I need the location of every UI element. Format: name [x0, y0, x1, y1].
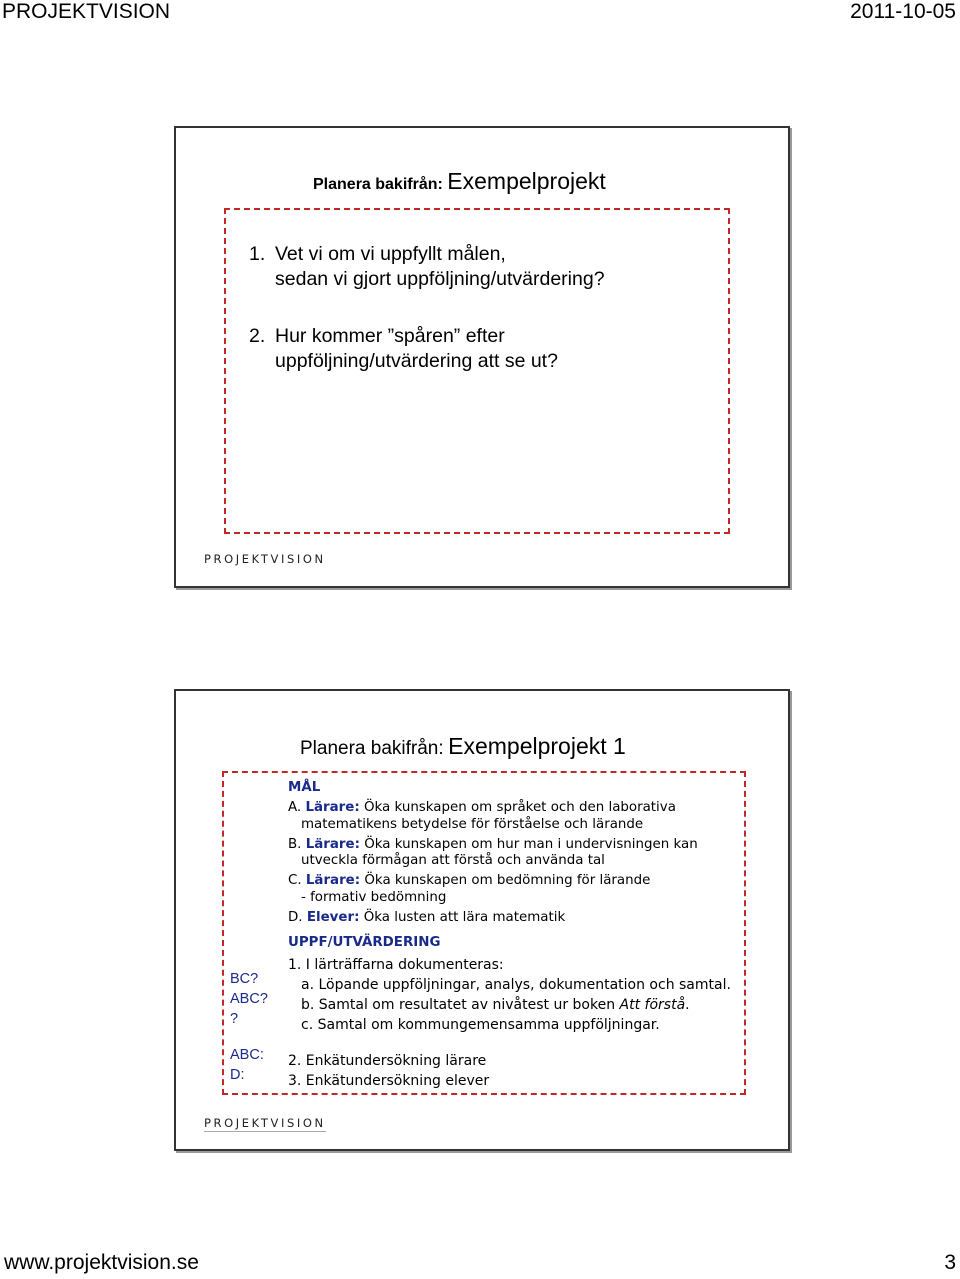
slide-2-body	[288, 780, 748, 1091]
goal-d	[288, 910, 748, 927]
goal-a-role: Lärare:	[305, 800, 360, 815]
uppf-list	[288, 955, 748, 1091]
uppf-item-c: c. Samtal om kommungemensamma uppföljningar.	[301, 1016, 660, 1033]
slide-1-title	[313, 168, 606, 195]
question-1	[249, 242, 605, 292]
goal-a-prefix: A.	[288, 800, 302, 815]
question-2-line-1: Hur kommer ”spåren” efter	[275, 325, 505, 347]
goal-a	[288, 800, 748, 833]
goal-d-text: Öka lusten att lära matematik	[363, 909, 566, 925]
slide-1-title-big: Exempelprojekt	[447, 168, 606, 194]
goal-d-prefix: D.	[288, 909, 303, 925]
uppf-item-b-book: Att förstå	[619, 996, 686, 1013]
goal-a-cont: matematikens betydelse för förståelse och lärande	[301, 816, 644, 832]
slide-2-brand: PROJEKTVISION	[204, 1116, 326, 1130]
slide-2	[174, 689, 790, 1151]
goal-b-prefix: B.	[288, 836, 302, 852]
footer-url: www.projektvision.se	[4, 1251, 199, 1274]
uppf-item-b	[288, 995, 748, 1015]
goal-d-role: Elever:	[306, 909, 360, 925]
question-1-number: 1.	[249, 243, 266, 265]
slide-2-title-small: Planera bakifrån:	[300, 738, 444, 759]
side-label-d: D:	[230, 1067, 245, 1083]
question-2-line-2: uppföljning/utvärdering att se ut?	[275, 350, 558, 372]
question-2	[249, 324, 558, 374]
goal-c-cont: - formativ bedömning	[301, 889, 447, 905]
uppf-item-b-end: .	[685, 996, 690, 1013]
side-label-q: ?	[230, 1011, 239, 1027]
uppf-item-b-text: b. Samtal om resultatet av nivåtest ur boken	[301, 996, 620, 1013]
goal-b-role: Lärare:	[305, 836, 360, 852]
goal-b-text: Öka kunskapen om hur man i undervisningen kan	[364, 836, 698, 852]
goal-b	[288, 837, 748, 870]
goal-b-cont: utveckla förmågan att förstå och använda tal	[301, 853, 605, 868]
footer-page-number: 3	[944, 1251, 956, 1274]
goal-c	[288, 873, 748, 906]
goal-c-prefix: C.	[288, 873, 302, 888]
side-label-abc2: ABC:	[230, 1047, 264, 1063]
uppf-heading: UPPF/UTVÄRDERING	[288, 935, 441, 950]
uppf-item-a: a. Löpande uppföljningar, analys, dokumentation och samtal.	[301, 976, 731, 993]
uppf-item-1: 1. I lärträffarna dokumenteras:	[288, 956, 504, 973]
goal-c-role: Lärare:	[305, 873, 361, 888]
side-label-abc: ABC?	[230, 991, 268, 1007]
slide-2-title-big: Exempelprojekt 1	[448, 733, 626, 759]
goal-c-text: Öka kunskapen om bedömning för lärande	[364, 873, 651, 888]
question-2-number: 2.	[249, 325, 266, 347]
goal-a-text: Öka kunskapen om språket och den laborativa	[363, 800, 676, 815]
question-1-line-1: Vet vi om vi uppfyllt målen,	[275, 243, 506, 265]
header-title: PROJEKTVISION	[2, 0, 171, 23]
uppf-item-2: 2. Enkätundersökning lärare	[288, 1052, 487, 1069]
slide-1-title-small: Planera bakifrån:	[313, 176, 443, 193]
question-1-line-2: sedan vi gjort uppföljning/utvärdering?	[275, 268, 605, 290]
side-label-bc: BC?	[230, 971, 259, 987]
mal-heading: MÅL	[288, 780, 321, 795]
uppf-item-3: 3. Enkätundersökning elever	[288, 1072, 490, 1089]
slide-1-brand: PROJEKTVISION	[204, 552, 326, 566]
slide-1	[174, 126, 790, 588]
slide-2-title	[300, 733, 626, 760]
header-date: 2011-10-05	[850, 0, 956, 23]
